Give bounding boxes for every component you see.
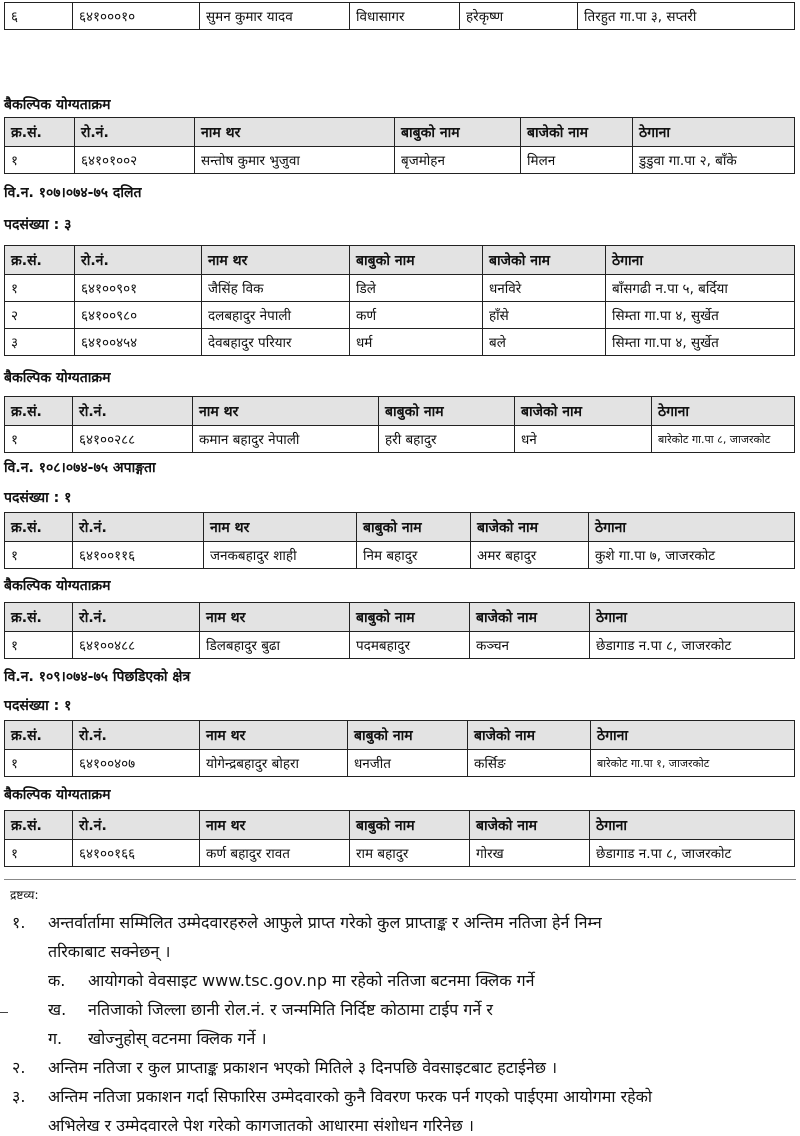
column-header: नाम थर bbox=[200, 811, 350, 840]
candidate-table bbox=[4, 602, 795, 659]
column-header: बाबुको नाम bbox=[379, 397, 515, 426]
table-row bbox=[5, 632, 795, 659]
section-heading: पदसंख्या : ३ bbox=[4, 217, 72, 233]
section-heading: बैकल्पिक योग्यताक्रम bbox=[4, 370, 111, 386]
column-header: बाबुको नाम bbox=[348, 721, 468, 750]
table-cell: डिले bbox=[350, 275, 483, 302]
candidate-table bbox=[4, 512, 795, 569]
table-cell: १ bbox=[5, 542, 73, 569]
notes-title: द्रष्टव्य: bbox=[10, 888, 39, 902]
table-cell: सिम्ता गा.पा ४, सुर्खेत bbox=[606, 329, 795, 356]
table-cell: धनजीत bbox=[348, 750, 468, 777]
column-header: रो.नं. bbox=[73, 603, 200, 632]
section-heading: बैकल्पिक योग्यताक्रम bbox=[4, 578, 111, 594]
table-cell: योगेन्द्रबहादुर बोहरा bbox=[200, 750, 348, 777]
column-header: बाजेको नाम bbox=[521, 118, 633, 147]
column-header: क्र.सं. bbox=[5, 811, 73, 840]
table-row bbox=[5, 275, 795, 302]
table-cell: ६४१००११६ bbox=[73, 542, 204, 569]
note-number: २. bbox=[12, 1058, 26, 1077]
table-cell: कर्ण bbox=[350, 302, 483, 329]
divider bbox=[4, 879, 796, 880]
table-cell: ६४१००४५४ bbox=[75, 329, 202, 356]
candidate-table-continued bbox=[4, 2, 795, 30]
table-cell: छेडागाड न.पा ८, जाजरकोट bbox=[590, 840, 795, 867]
column-header: बाजेको नाम bbox=[470, 811, 590, 840]
note-text: आयोगको वेवसाइट www.tsc.gov.np मा रहेको नतिजा बटनमा क्लिक गर्ने bbox=[88, 971, 535, 990]
note-text: नतिजाको जिल्ला छानी रोल.नं. र जन्ममिति निर्दिष्ट कोठामा टाईप गर्ने र bbox=[88, 1000, 493, 1019]
table-header-row bbox=[5, 721, 795, 750]
table-cell: डुडुवा गा.पा २, बाँके bbox=[633, 147, 795, 174]
note-text: अन्तिम नतिजा र कुल प्राप्ताङ्क प्रकाशन भएको मितिले ३ दिनपछि वेवसाइटबाट हटाईनेछ । bbox=[48, 1058, 558, 1077]
column-header: नाम थर bbox=[202, 246, 350, 275]
table-cell: बृजमोहन bbox=[395, 147, 521, 174]
table-cell: ६४१००९०१ bbox=[75, 275, 202, 302]
table-header-row bbox=[5, 397, 795, 426]
column-header: क्र.सं. bbox=[5, 397, 73, 426]
table-cell: सुमन कुमार यादव bbox=[200, 3, 350, 30]
note-number: ३. bbox=[12, 1087, 26, 1106]
column-header: बाजेको नाम bbox=[483, 246, 606, 275]
table-cell: धने bbox=[515, 426, 652, 453]
table-cell: बारेकोट गा.पा १, जाजरकोट bbox=[591, 750, 795, 777]
table-cell: १ bbox=[5, 632, 73, 659]
section-heading: बैकल्पिक योग्यताक्रम bbox=[4, 97, 111, 113]
table-cell: जनकबहादुर शाही bbox=[204, 542, 357, 569]
column-header: बाजेको नाम bbox=[515, 397, 652, 426]
note-number: १. bbox=[12, 913, 26, 932]
table-cell: पदमबहादुर bbox=[350, 632, 470, 659]
column-header: रो.नं. bbox=[75, 246, 202, 275]
table-cell: धर्म bbox=[350, 329, 483, 356]
table-cell: १ bbox=[5, 275, 75, 302]
table-cell: मिलन bbox=[521, 147, 633, 174]
section-heading: पदसंख्या : १ bbox=[4, 698, 72, 714]
table-cell: बाँसगढी न.पा ५, बर्दिया bbox=[606, 275, 795, 302]
column-header: ठेगाना bbox=[589, 513, 795, 542]
section-heading: बैकल्पिक योग्यताक्रम bbox=[4, 787, 111, 803]
candidate-table bbox=[4, 396, 795, 453]
column-header: नाम थर bbox=[200, 721, 348, 750]
table-cell: गोरख bbox=[470, 840, 590, 867]
column-header: नाम थर bbox=[204, 513, 357, 542]
candidate-table bbox=[4, 117, 795, 174]
table-cell: १ bbox=[5, 147, 75, 174]
table-cell: १ bbox=[5, 426, 73, 453]
table-header-row bbox=[5, 513, 795, 542]
column-header: ठेगाना bbox=[590, 603, 795, 632]
table-cell: तिरहुत गा.पा ३, सप्तरी bbox=[578, 3, 795, 30]
column-header: ठेगाना bbox=[590, 811, 795, 840]
table-cell: ६४१००९८० bbox=[75, 302, 202, 329]
candidate-table bbox=[4, 810, 795, 867]
note-text: खोज्नुहोस् वटनमा क्लिक गर्ने । bbox=[88, 1029, 267, 1048]
table-cell: ६४१००४८८ bbox=[73, 632, 200, 659]
column-header: ठेगाना bbox=[591, 721, 795, 750]
table-cell: ६४१००१६६ bbox=[73, 840, 200, 867]
margin-mark bbox=[0, 1012, 8, 1013]
column-header: क्र.सं. bbox=[5, 118, 75, 147]
section-title: वि.न. १०८।०७४-७५ अपाङ्गता bbox=[4, 460, 156, 476]
table-cell: छेडागाड न.पा ८, जाजरकोट bbox=[590, 632, 795, 659]
table-cell: हरेकृष्ण bbox=[460, 3, 578, 30]
candidate-table bbox=[4, 720, 795, 777]
table-cell: सिम्ता गा.पा ४, सुर्खेत bbox=[606, 302, 795, 329]
table-row bbox=[5, 302, 795, 329]
column-header: रो.नं. bbox=[73, 397, 193, 426]
section-heading: पदसंख्या : १ bbox=[4, 490, 72, 506]
column-header: नाम थर bbox=[195, 118, 395, 147]
note-text: अन्तिम नतिजा प्रकाशन गर्दा सिफारिस उम्मेदवारको कुनै विवरण फरक पर्न गएको पाईएमा आयोगमा रहेको bbox=[48, 1087, 653, 1106]
column-header: क्र.सं. bbox=[5, 513, 73, 542]
table-cell: अमर बहादुर bbox=[471, 542, 589, 569]
table-cell: ६४१०००१० bbox=[73, 3, 200, 30]
column-header: बाजेको नाम bbox=[468, 721, 591, 750]
table-cell: कुशे गा.पा ७, जाजरकोट bbox=[589, 542, 795, 569]
table-header-row bbox=[5, 811, 795, 840]
candidate-table bbox=[4, 245, 795, 356]
note-number: क. bbox=[48, 971, 66, 990]
table-row bbox=[5, 750, 795, 777]
table-cell: विधासागर bbox=[350, 3, 460, 30]
table-header-row bbox=[5, 603, 795, 632]
table-cell: २ bbox=[5, 302, 75, 329]
column-header: नाम थर bbox=[200, 603, 350, 632]
table-cell: हरी बहादुर bbox=[379, 426, 515, 453]
column-header: रो.नं. bbox=[73, 811, 200, 840]
table-cell: ६४१००२८८ bbox=[73, 426, 193, 453]
column-header: ठेगाना bbox=[633, 118, 795, 147]
table-cell: बले bbox=[483, 329, 606, 356]
table-row bbox=[5, 329, 795, 356]
column-header: रो.नं. bbox=[75, 118, 195, 147]
table-cell: १ bbox=[5, 840, 73, 867]
column-header: ठेगाना bbox=[606, 246, 795, 275]
table-row bbox=[5, 542, 795, 569]
column-header: नाम थर bbox=[193, 397, 379, 426]
column-header: बाबुको नाम bbox=[357, 513, 471, 542]
note-text: तरिकाबाट सक्नेछन् । bbox=[48, 942, 171, 961]
table-cell: कञ्चन bbox=[470, 632, 590, 659]
note-text: अभिलेख र उम्मेदवारले पेश गरेको कागजातको आधारमा संशोधन गरिनेछ । bbox=[48, 1116, 474, 1135]
table-cell: दलबहादुर नेपाली bbox=[202, 302, 350, 329]
table-cell: कमान बहादुर नेपाली bbox=[193, 426, 379, 453]
table-cell: सन्तोष कुमार भुजुवा bbox=[195, 147, 395, 174]
section-title: वि.न. १०७।०७४-७५ दलित bbox=[4, 185, 142, 201]
table-row bbox=[5, 840, 795, 867]
table-cell: धनविरे bbox=[483, 275, 606, 302]
table-header-row bbox=[5, 246, 795, 275]
column-header: रो.नं. bbox=[73, 721, 200, 750]
table-cell: कर्ण बहादुर रावत bbox=[200, 840, 350, 867]
column-header: ठेगाना bbox=[652, 397, 795, 426]
table-header-row bbox=[5, 118, 795, 147]
column-header: क्र.सं. bbox=[5, 246, 75, 275]
table-cell: राम बहादुर bbox=[350, 840, 470, 867]
note-text: अन्तर्वार्तामा सम्मिलित उम्मेदवारहरुले आफुले प्राप्त गरेको कुल प्राप्ताङ्क र अन्तिम नतिजा हेर्न निम्न bbox=[48, 913, 602, 932]
note-number: ग. bbox=[48, 1029, 63, 1048]
table-row bbox=[5, 147, 795, 174]
table-cell: ६४१००४०७ bbox=[73, 750, 200, 777]
table-row bbox=[5, 426, 795, 453]
column-header: क्र.सं. bbox=[5, 721, 73, 750]
section-title: वि.न. १०९।०७४-७५ पिछडिएको क्षेत्र bbox=[4, 669, 191, 685]
table-cell: डिलबहादुर बुढा bbox=[200, 632, 350, 659]
note-number: ख. bbox=[48, 1000, 67, 1019]
table-cell: निम बहादुर bbox=[357, 542, 471, 569]
column-header: बाबुको नाम bbox=[350, 246, 483, 275]
column-header: बाबुको नाम bbox=[395, 118, 521, 147]
table-cell: ६४१०१००२ bbox=[75, 147, 195, 174]
column-header: बाजेको नाम bbox=[471, 513, 589, 542]
table-cell: बारेकोट गा.पा ८, जाजरकोट bbox=[652, 426, 795, 453]
column-header: क्र.सं. bbox=[5, 603, 73, 632]
table-cell: देवबहादुर परियार bbox=[202, 329, 350, 356]
column-header: रो.नं. bbox=[73, 513, 204, 542]
column-header: बाजेको नाम bbox=[470, 603, 590, 632]
table-cell: १ bbox=[5, 750, 73, 777]
column-header: बाबुको नाम bbox=[350, 603, 470, 632]
table-row bbox=[5, 3, 795, 30]
table-cell: ६ bbox=[5, 3, 73, 30]
table-cell: जैसिंह विक bbox=[202, 275, 350, 302]
column-header: बाबुको नाम bbox=[350, 811, 470, 840]
table-cell: हाँसे bbox=[483, 302, 606, 329]
table-cell: कर्सिङ bbox=[468, 750, 591, 777]
table-cell: ३ bbox=[5, 329, 75, 356]
